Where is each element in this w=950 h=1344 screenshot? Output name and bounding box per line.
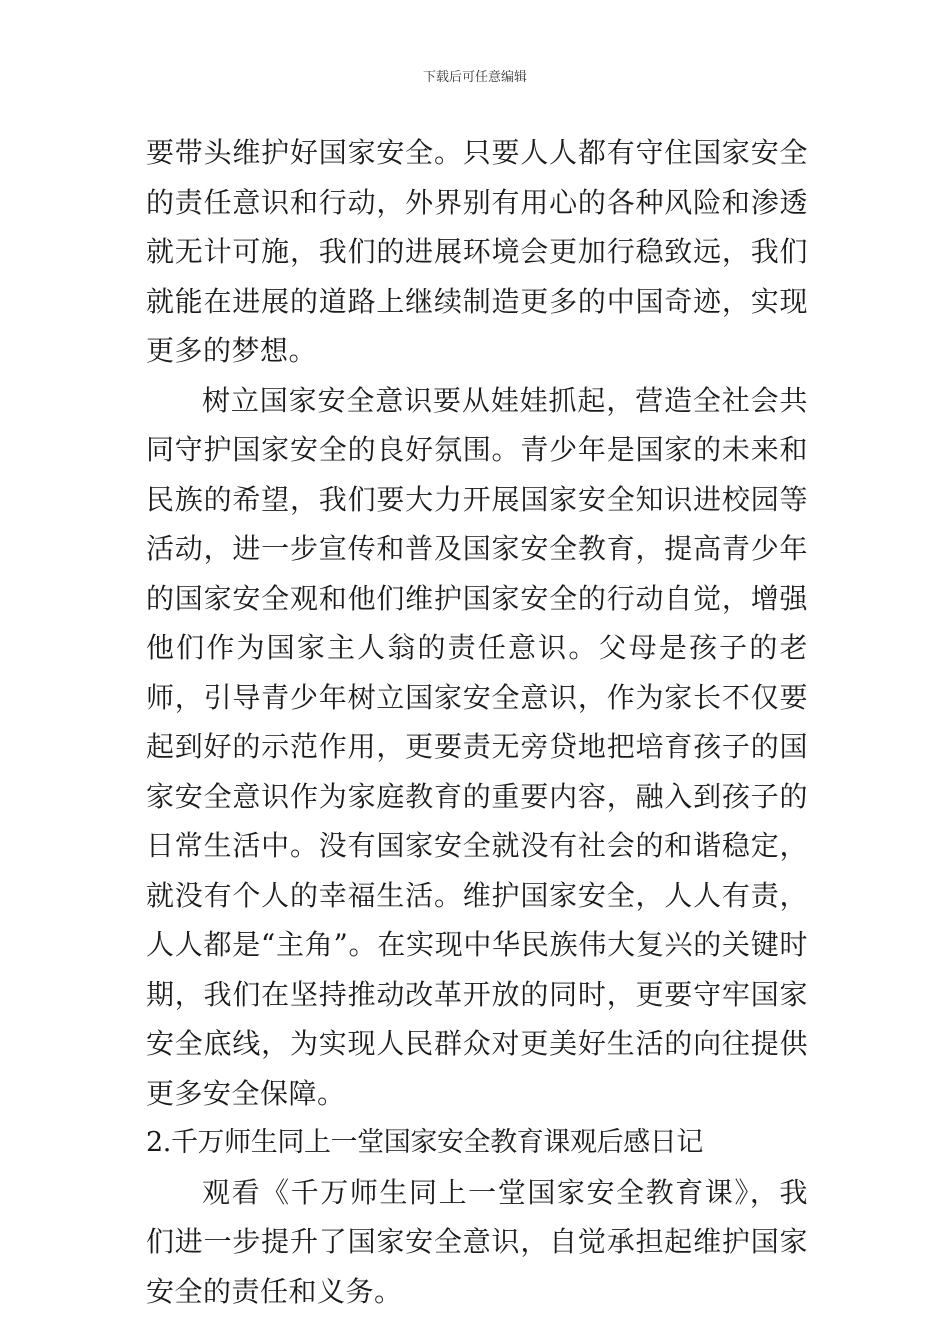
document-body xyxy=(146,128,808,1316)
paragraph-security-awareness: 树立国家安全意识要从娃娃抓起，营造全社会共同守护国家安全的良好氛围。青少年是国家的未来和民族的希望，我们要大力开展国家安全知识进校园等活动，进一步宣传和普及国家安全教育，提高青少年的国家安全观和他们维护国家安全的行动自觉，增强他们作为国家主人翁的责任意识。父母是孩子的老师，引导青少年树立国家安全意识，作为家长不仅要起到好的示范作用，更要责无旁贷地把培育孩子的国家安全意识作为家庭教育的重要内容，融入到孩子的日常生活中。没有国家安全就没有社会的和谐稳定，就没有个人的幸福生活。维护国家安全，人人有责，人人都是“主角”。在实现中华民族伟大复兴的关键时期，我们在坚持推动改革开放的同时，更要守牢国家安全底线，为实现人民群众对更美好生活的向往提供更多安全保障。 xyxy=(146,383,808,1110)
section-heading: 2.千万师生同上一堂国家安全教育课观后感日记 xyxy=(146,1127,703,1158)
header-note: 下载后可任意编辑 xyxy=(422,70,527,85)
paragraph-diary-intro: 观看《千万师生同上一堂国家安全教育课》，我们进一步提升了国家安全意识，自觉承担起维护国家安全的责任和义务。 xyxy=(146,1175,808,1308)
paragraph-continued: 要带头维护好国家安全。只要人人都有守住国家安全的责任意识和行动，外界别有用心的各种风险和渗透就无计可施，我们的进展环境会更加行稳致远，我们就能在进展的道路上继续制造更多的中国奇迹，实现更多的梦想。 xyxy=(146,136,808,367)
